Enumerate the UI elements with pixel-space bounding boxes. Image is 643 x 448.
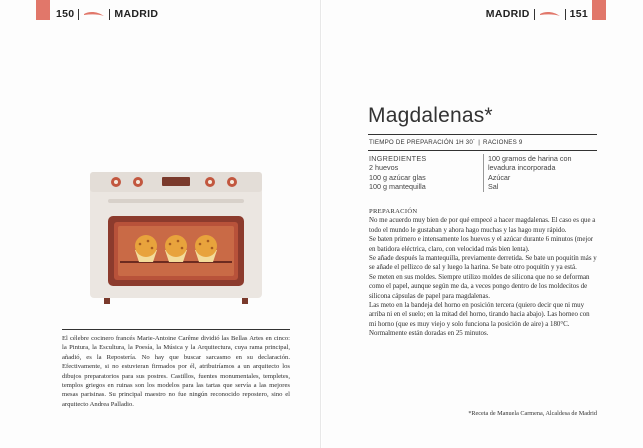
header-divider <box>534 9 535 20</box>
left-page <box>0 0 321 448</box>
header-divider <box>109 9 110 20</box>
ingredient-item: Azúcar <box>487 172 511 182</box>
servings: RACIONES 9 <box>483 139 523 146</box>
ingredient-item: 100 g mantequilla <box>369 182 426 192</box>
page-tab-right <box>592 0 606 20</box>
recipe-title: Magdalenas* <box>368 104 493 127</box>
ingredient-item: Sal <box>487 182 499 192</box>
running-head-right: MADRID <box>485 8 530 20</box>
ingredient-item: 100 g azúcar glas <box>369 172 426 182</box>
ingredients-block <box>369 154 597 192</box>
ingredient-item: 100 gramos de harina con <box>487 154 572 163</box>
prep-time: TIEMPO DE PREPARACIÓN 1H 30´ <box>369 139 476 146</box>
muffin-icon <box>165 235 187 262</box>
muffin-icon <box>135 235 157 262</box>
ingredients-column-right <box>483 154 597 192</box>
method-paragraph: Se meten en sus moldes. Siempre utilizo moldes de silicona que no se deforman como el papel, aunque según me da, a veces pongo dentro de los moldecitos de silicona cápsulas de papel para magdalenas. <box>369 273 590 300</box>
prep-divider: | <box>478 139 481 146</box>
oven-handle <box>108 199 244 203</box>
oven-foot <box>242 298 248 304</box>
method-paragraph: Las meto en la bandeja del horno en posición tercera (quiero decir que ni muy arriba ni en el suelo; en la mitad del horno, tirando hacia abajo). Las horneo con mi horno (que es muy viejo y solo funciona la posición de aire) a 180°C. <box>369 302 590 328</box>
running-head-left: MADRID <box>114 8 159 20</box>
oven-illustration <box>86 168 266 308</box>
ingredient-item: 2 huevos <box>369 163 399 173</box>
header-divider <box>78 9 79 20</box>
caption-text: El célebre cocinero francés Marie-Antoine Carême dividió las Bellas Artes en cinco: la Pintura, la Escultura, la Poesía, la Música y la Arquitectura, cuya rama principal, añadió, es la Repostería. No hay que buscar sarcasmo en su declaración. Efectivamente, si no estuvieran firmados por él, atribuiríamos a un arquitecto los dibujos preparatorios para sus postres. Castillos, fuentes monumentales, templetes, templos griegos en ruinas son los modelos para las tartas que servía a las mejores mesas parisinas. Su principal maestro no fue ningún reconocido repostero, sino el arquitecto Andrea Palladio. <box>62 329 290 409</box>
title-rule <box>368 134 597 135</box>
running-header-right <box>486 8 588 20</box>
method-block <box>369 207 598 339</box>
footnote: *Receta de Manuela Carmena, Alcaldesa de Madrid <box>468 410 597 417</box>
method-paragraph: Normalmente están doradas en 25 minutos. <box>369 330 489 338</box>
method-heading: PREPARACIÓN <box>369 208 418 215</box>
prep-rule <box>368 150 597 151</box>
prep-info <box>369 139 523 146</box>
ingredients-column-left <box>369 154 483 192</box>
method-paragraph: Se baten primero e intensamente los huevos y el azúcar durante 6 minutos (mejor en batidora eléctrica, claro, con velocidad más bien lenta). <box>369 236 594 253</box>
method-paragraph: No me acuerdo muy bien de por qué empecé a hacer magdalenas. El caso es que a todo el mundo le gustaban y ahora hago muchas y las hago muy rápido. <box>369 217 596 234</box>
page-number-left: 150 <box>56 8 75 20</box>
oven-foot <box>104 298 110 304</box>
muffin-icon <box>195 235 217 262</box>
brush-stroke-icon <box>83 10 105 18</box>
ingredients-heading: INGREDIENTES <box>369 154 427 163</box>
page-tab-left <box>36 0 50 20</box>
header-divider <box>565 9 566 20</box>
method-paragraph: Se añade después la mantequilla, previamente derretida. Se bate un poquitín más y se añade el pellizco de sal y luego la harina. Se bate otro poquitín y ya está. <box>369 255 597 272</box>
page-number-right: 151 <box>569 8 588 20</box>
oven-display <box>162 177 190 186</box>
ingredient-item: levadura incorporada <box>487 163 556 173</box>
running-header-left <box>56 8 158 20</box>
brush-stroke-icon <box>539 10 561 18</box>
